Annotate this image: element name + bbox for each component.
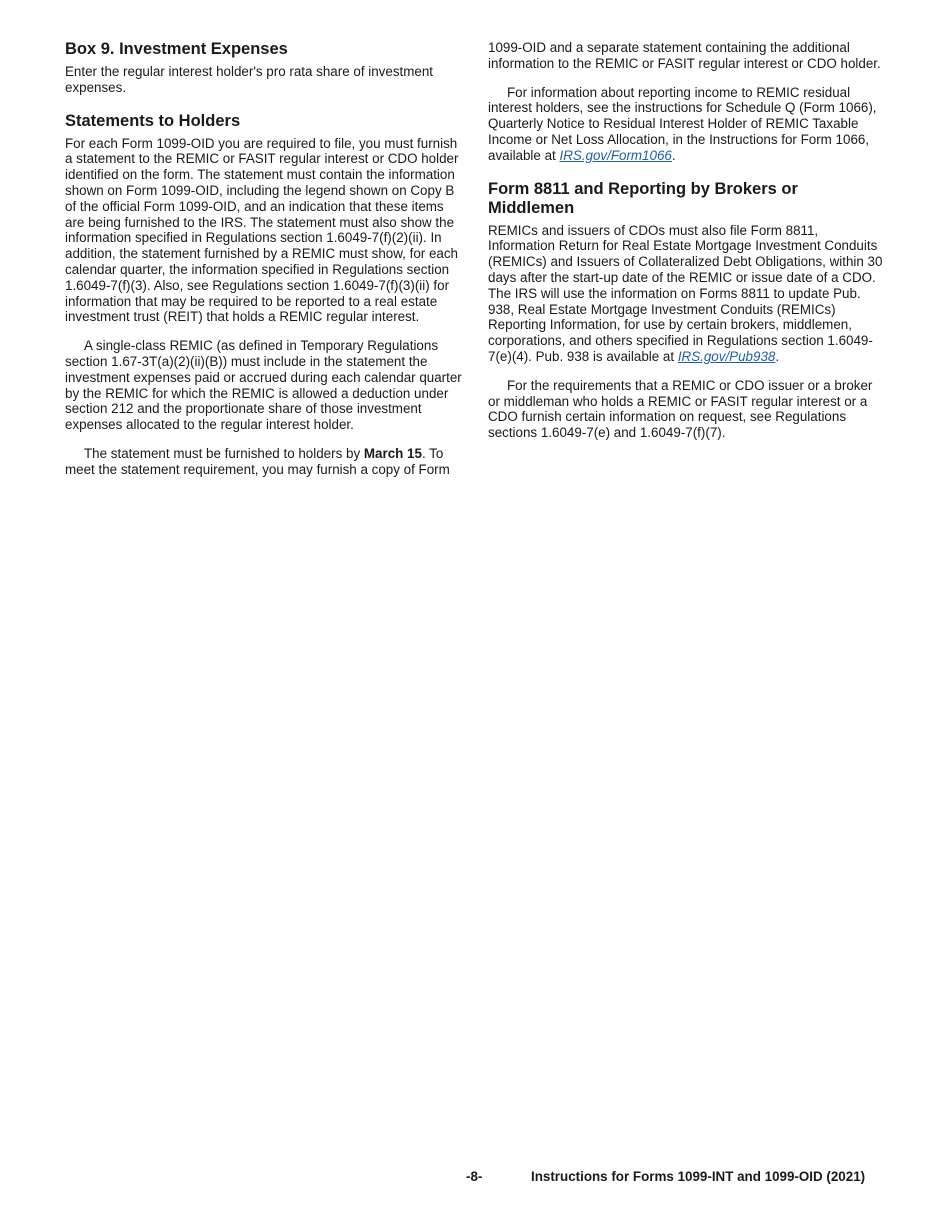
residual-interest-paragraph xyxy=(488,85,885,164)
p3-text-before: The statement must be furnished to holders by xyxy=(84,445,364,461)
statements-paragraph-2: A single-class REMIC (as defined in Temporary Regulations section 1.67-3T(a)(2)(ii)(B)) must include in the statement the investment expenses paid or accrued during each calendar quarter by the REMIC for which the REMIC is allowed a deduction under section 212 and the proportionate share of those investment expenses allocated to the regular interest holder. xyxy=(65,338,462,433)
form8811-paragraph-2: For the requirements that a REMIC or CDO issuer or a broker or middleman who holds a REMIC or FASIT regular interest or a CDO furnish certain information on request, see Regulations sections 1.6049-7(e) and 1.6049-7(f)(7). xyxy=(488,377,873,441)
box9-text: Enter the regular interest holder's pro rata share of investment expenses. xyxy=(65,64,434,95)
continued-paragraph: 1099-OID and a separate statement containing the additional information to the REMIC or FASIT regular interest or CDO holder. xyxy=(488,40,881,71)
statements-paragraph-3 xyxy=(65,446,465,478)
statements-heading: Statements to Holders xyxy=(65,111,241,130)
page-footer xyxy=(0,1169,950,1187)
form8811-text-after: . xyxy=(775,348,780,364)
pub938-link[interactable]: IRS.gov/Pub938 xyxy=(677,348,776,364)
statements-paragraph-1: For each Form 1099-OID you are required to file, you must furnish a statement to the REMIC or FASIT regular interest or CDO holder identified on the form. The statement must contain the information shown on Form 1099-OID, including the legend shown on Copy B of the official Form 1099-OID, and an indication that these items are being furnished to the IRS. The statement must also show the information specified in Regulations section 1.6049-7(f)(2)(ii). In addition, the statement furnished by a REMIC must show, for each calendar quarter, the information specified in Regulations section 1.6049-7(f)(3). Also, see Regulations section 1.6049-7(f)(3)(ii) for information that may be required to be reported to a real estate investment trust (REIT) that holds a REMIC regular interest. xyxy=(65,135,459,325)
document-title: Instructions for Forms 1099-INT and 1099-OID (2021) xyxy=(531,1169,866,1184)
form8811-heading: Form 8811 and Reporting by Brokers or Middlemen xyxy=(488,179,798,217)
form8811-paragraph-1 xyxy=(488,223,885,365)
form8811-text-before: REMICs and issuers of CDOs must also file Form 8811, Information Return for Real Estate Mortgage Investment Conduits (REMICs) and Issuers of Collateralized Debt Obligations, within 30 days after the start-up date of the REMIC or issue date of a CDO. The IRS will use the information on Forms 8811 to update Pub. 938, Real Estate Mortgage Investment Conduits (REMICs) Reporting Information, for use by certain brokers, middlemen, corporations, and others specified in Regulations section 1.6049-7(e)(4). Pub. 938 is available at xyxy=(488,222,883,364)
box9-heading: Box 9. Investment Expenses xyxy=(65,40,288,58)
left-column xyxy=(65,40,465,491)
residual-text-before: For information about reporting income to REMIC residual interest holders, see the instructions for Schedule Q (Form 1066), Quarterly Notice to Residual Interest Holder of REMIC Taxable Income or Net Loss Allocation, in the Instructions for Form 1066, available at xyxy=(488,84,877,163)
p3-text-after: . To meet the statement requirement, you may furnish a copy of Form xyxy=(65,445,450,477)
right-column xyxy=(488,40,885,454)
page-number: -8- xyxy=(466,1169,483,1184)
form1066-link[interactable]: IRS.gov/Form1066 xyxy=(559,147,672,163)
deadline-date: March 15 xyxy=(363,445,422,461)
residual-text-after: . xyxy=(671,147,676,163)
